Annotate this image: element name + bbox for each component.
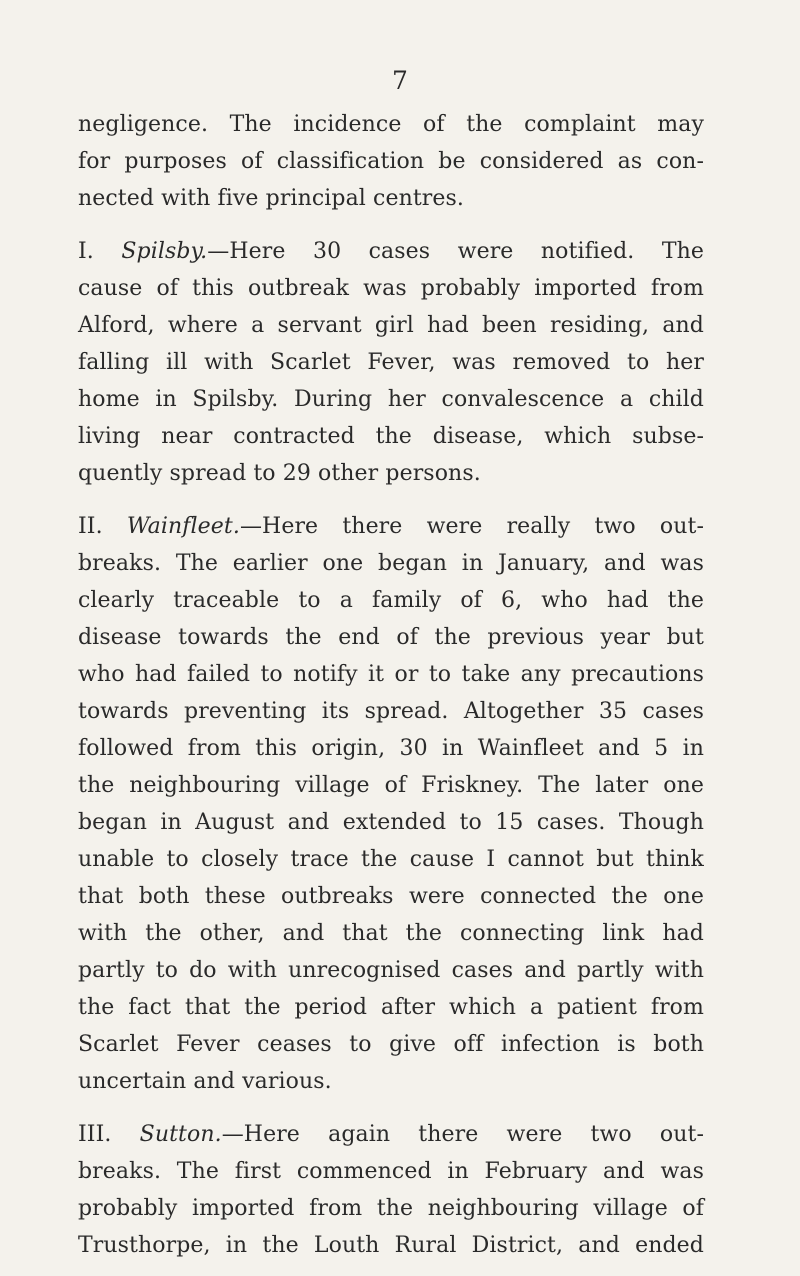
- line-text: followed from this origin, 30 in Wainfleet and 5 in: [78, 736, 704, 761]
- line-text: falling ill with Scarlet Fever, was removed to her: [78, 350, 704, 375]
- line-text: partly to do with unrecognised cases and partly with: [78, 958, 704, 983]
- place-name: Sutton.: [139, 1122, 222, 1147]
- line-text: —Here again there were two out-: [221, 1122, 705, 1147]
- paragraph-gap: [78, 1100, 704, 1116]
- page-number: 7: [392, 66, 408, 95]
- line-text: Trusthorpe, in the Louth Rural District, and ended: [78, 1233, 704, 1258]
- paragraph-wainfleet: [78, 508, 704, 1100]
- paragraph-gap: [78, 492, 704, 508]
- text-line: [78, 143, 704, 180]
- line-text: clearly traceable to a family of 6, who had the: [78, 588, 704, 613]
- body-text: [78, 106, 704, 1264]
- line-text: who had failed to notify it or to take any precautions: [78, 662, 704, 687]
- text-line: [78, 693, 704, 730]
- text-line: [78, 619, 704, 656]
- line-text: Scarlet Fever ceases to give off infection is both: [78, 1032, 704, 1057]
- line-text: unable to closely trace the cause I cannot but think: [78, 847, 704, 872]
- text-line: [78, 878, 704, 915]
- line-text: living near contracted the disease, which subse-: [78, 424, 704, 449]
- text-line: [78, 233, 704, 270]
- text-line: [78, 1190, 704, 1227]
- line-text: breaks. The first commenced in February and was: [78, 1159, 704, 1184]
- text-line: [78, 508, 704, 545]
- text-line: [78, 1153, 704, 1190]
- line-text: negligence. The incidence of the complaint may: [78, 112, 704, 137]
- text-line: [78, 307, 704, 344]
- text-line: [78, 1063, 704, 1100]
- text-line: [78, 455, 704, 492]
- line-text: for purposes of classification be considered as con-: [78, 149, 704, 174]
- text-line: [78, 344, 704, 381]
- text-line: [78, 841, 704, 878]
- text-line: [78, 656, 704, 693]
- text-line: [78, 545, 704, 582]
- paragraph-gap: [78, 217, 704, 233]
- text-line: [78, 582, 704, 619]
- text-line: [78, 767, 704, 804]
- line-text: began in August and extended to 15 cases. Though: [78, 810, 704, 835]
- line-text: cause of this outbreak was probably imported from: [78, 276, 704, 301]
- text-line: [78, 730, 704, 767]
- line-text: with the other, and that the connecting link had: [78, 921, 704, 946]
- line-text: that both these outbreaks were connected the one: [78, 884, 704, 909]
- line-text: quently spread to 29 other persons.: [78, 461, 481, 486]
- text-line: [78, 1116, 704, 1153]
- text-line: [78, 915, 704, 952]
- place-name: Wainfleet.: [126, 514, 240, 539]
- paragraph-spilsby: [78, 233, 704, 492]
- section-numeral: III.: [78, 1122, 140, 1147]
- line-text: —Here there were really two out-: [239, 514, 704, 539]
- line-text: home in Spilsby. During her convalescence a child: [78, 387, 704, 412]
- line-text: Alford, where a servant girl had been residing, and: [78, 313, 704, 338]
- text-line: [78, 1227, 704, 1264]
- section-numeral: II.: [78, 514, 127, 539]
- text-line: [78, 106, 704, 143]
- line-text: towards preventing its spread. Altogether 35 cases: [78, 699, 704, 724]
- text-line: [78, 952, 704, 989]
- line-text: disease towards the end of the previous year but: [78, 625, 704, 650]
- text-line: [78, 989, 704, 1026]
- text-line: [78, 1026, 704, 1063]
- line-text: probably imported from the neighbouring village of: [78, 1196, 704, 1221]
- line-text: —Here 30 cases were notified. The: [207, 239, 704, 264]
- paragraph-intro: [78, 106, 704, 217]
- section-numeral: I.: [78, 239, 122, 264]
- text-line: [78, 418, 704, 455]
- line-text: the neighbouring village of Friskney. The later one: [78, 773, 704, 798]
- line-text: nected with five principal centres.: [78, 186, 464, 211]
- paragraph-sutton: [78, 1116, 704, 1264]
- text-line: [78, 381, 704, 418]
- text-line: [78, 804, 704, 841]
- text-line: [78, 180, 704, 217]
- line-text: breaks. The earlier one began in January, and was: [78, 551, 704, 576]
- line-text: the fact that the period after which a patient from: [78, 995, 704, 1020]
- place-name: Spilsby.: [121, 239, 208, 264]
- line-text: uncertain and various.: [78, 1069, 332, 1094]
- text-line: [78, 270, 704, 307]
